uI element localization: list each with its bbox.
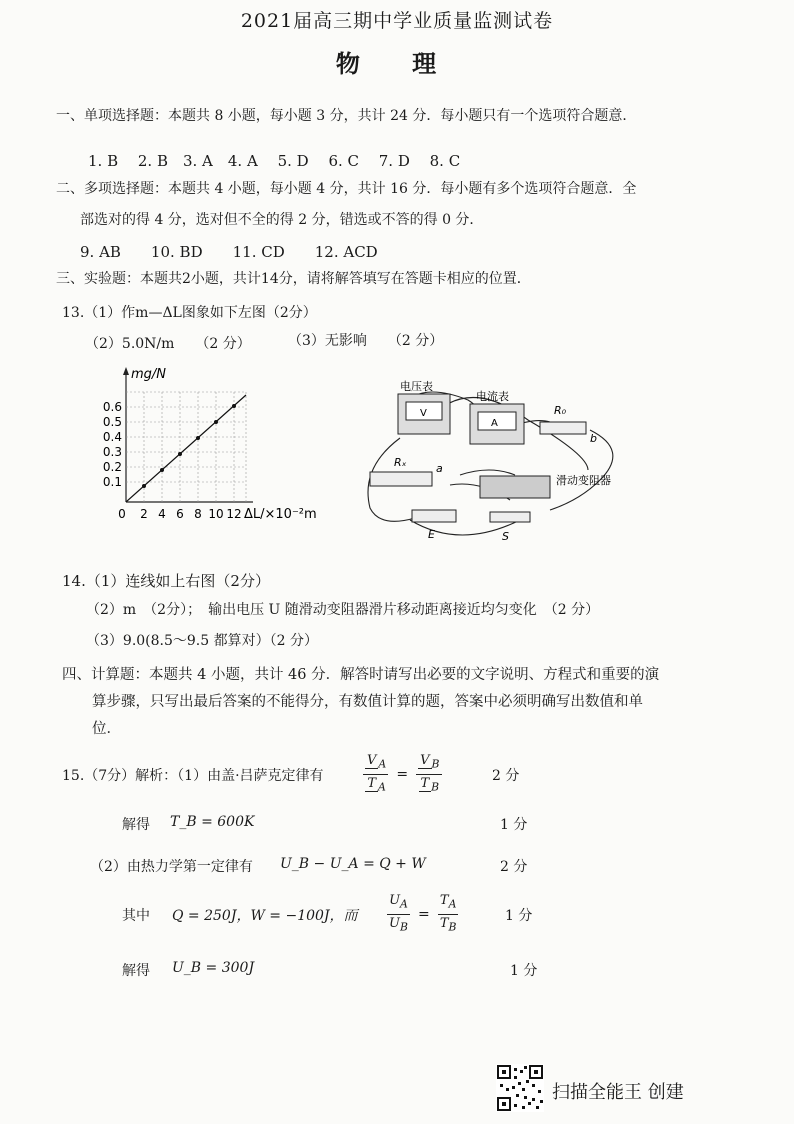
resistor-rx xyxy=(370,472,432,486)
graph-ylabel: mg/N xyxy=(131,367,167,382)
section4-heading-1: 四、计算题：本题共 4 小题，共计 46 分．解答时请写出必要的文字说明、方程式和重要的演 xyxy=(62,667,660,683)
rheostat xyxy=(480,476,550,498)
q15-given-label: 其中 xyxy=(122,908,150,924)
q15-part2-intro: （2）由热力学第一定律有 xyxy=(90,859,253,875)
x-tick: 8 xyxy=(194,507,202,521)
svg-text:E: E xyxy=(428,528,435,540)
subject-heading: 物 理 xyxy=(335,49,459,78)
svg-text:Rₓ: Rₓ xyxy=(394,456,407,469)
section1-heading: 一、单项选择题：本题共 8 小题，每小题 3 分，共计 24 分．每小题只有一个选项符合题意． xyxy=(56,108,637,124)
q15-score-3: 2 分 xyxy=(500,859,528,875)
x-tick: 10 xyxy=(208,507,224,521)
q15-result2: U_B = 300J xyxy=(172,960,255,976)
svg-text:a: a xyxy=(436,462,443,475)
x-tick: 4 xyxy=(158,507,166,521)
q13-part3: （3）无影响 （2 分） xyxy=(288,333,444,349)
section2-heading-1: 二、多项选择题：本题共 4 小题，每小题 4 分，共计 16 分．每小题有多个选项符合题意．全 xyxy=(56,181,637,197)
q14-part3: （3）9.0(8.5～9.5 都算对）（2 分） xyxy=(86,633,318,649)
q15-intro: 15.（7分）解析：（1）由盖·吕萨克定律有 xyxy=(62,768,324,784)
q14-part1: 14.（1）连线如上右图（2分） xyxy=(62,572,270,590)
q15-result1: T_B = 600K xyxy=(170,814,255,830)
resistor-r0 xyxy=(540,422,586,434)
q15-score-2: 1 分 xyxy=(500,817,528,833)
q15-score-5: 1 分 xyxy=(510,963,538,979)
q13-part2: （2）5.0N/m （2 分） xyxy=(85,336,251,352)
x-tick: 12 xyxy=(226,507,242,521)
qr-code-icon xyxy=(496,1064,544,1112)
data-point xyxy=(178,452,182,456)
voltmeter-label: 电压表 xyxy=(400,380,433,393)
y-tick: 0.2 xyxy=(102,460,122,474)
q15-fraction-equation: $\frac{V _A}{T _A}$ = $\frac{V _B}{T _B}$ xyxy=(360,752,445,796)
q13-part1: 13.（1）作m—ΔL图象如下左图（2分） xyxy=(62,305,317,321)
data-point xyxy=(142,484,146,488)
x-tick: 0 xyxy=(118,507,126,521)
scanner-signature: 扫描全能王 创建 xyxy=(552,1082,684,1103)
y-tick: 0.3 xyxy=(102,445,122,459)
q15-score-4: 1 分 xyxy=(505,908,533,924)
q14-part2: （2）m （2分）； 输出电压 U 随滑动变阻器滑片移动距离接近均匀变化 （2 分） xyxy=(86,602,600,618)
y-tick: 0.5 xyxy=(102,415,122,429)
svg-text:R₀: R₀ xyxy=(554,404,567,417)
q15-score-1: 2 分 xyxy=(492,768,520,784)
section4-heading-3: 位． xyxy=(92,721,121,737)
data-point xyxy=(160,468,164,472)
svg-text:A: A xyxy=(491,418,498,429)
q15-energy-ratio: $\frac{U_A}{U_B}$ = $\frac{T_A}{T_B}$ xyxy=(389,893,457,934)
q15-result1-label: 解得 xyxy=(122,817,150,833)
ammeter-label: 电流表 xyxy=(476,390,509,403)
section4-heading-2: 算步骤，只写出最后答案的不能得分，有数值计算的题，答案中必须明确写出数值和单 xyxy=(92,694,643,710)
section1-answers: 1. B 2. B 3. A 4. A 5. D 6. C 7. D 8. C xyxy=(88,152,461,170)
q15-result2-label: 解得 xyxy=(122,963,150,979)
section2-answers: 9. AB 10. BD 11. CD 12. ACD xyxy=(80,243,378,261)
data-point xyxy=(196,436,200,440)
document-title: 2021届高三期中学业质量监测试卷 xyxy=(240,10,554,32)
x-tick: 2 xyxy=(140,507,148,521)
battery xyxy=(412,510,456,522)
q15-part2-equation: U_B − U_A = Q + W xyxy=(280,856,426,872)
m-deltaL-graph xyxy=(98,362,348,527)
switch xyxy=(490,512,530,522)
svg-text:V: V xyxy=(420,408,427,419)
y-tick: 0.4 xyxy=(102,430,122,444)
svg-text:S: S xyxy=(502,530,509,540)
section3-heading: 三、实验题：本题共2小题，共计14分，请将解答填写在答题卡相应的位置． xyxy=(56,271,531,287)
svg-text:b: b xyxy=(590,432,597,445)
y-tick: 0.6 xyxy=(102,400,122,414)
data-point xyxy=(214,420,218,424)
graph-xlabel: ΔL/×10⁻²m xyxy=(244,507,317,522)
data-point xyxy=(232,404,236,408)
rheostat-label: 滑动变阻器 xyxy=(556,474,611,487)
x-tick: 6 xyxy=(176,507,184,521)
section2-heading-2: 部选对的得 4 分，选对但不全的得 2 分，错选或不答的得 0 分． xyxy=(80,212,484,228)
y-tick: 0.1 xyxy=(102,475,122,489)
circuit-diagram xyxy=(350,380,650,540)
q15-given-values: Q = 250J，W = −100J，而 xyxy=(172,908,358,924)
